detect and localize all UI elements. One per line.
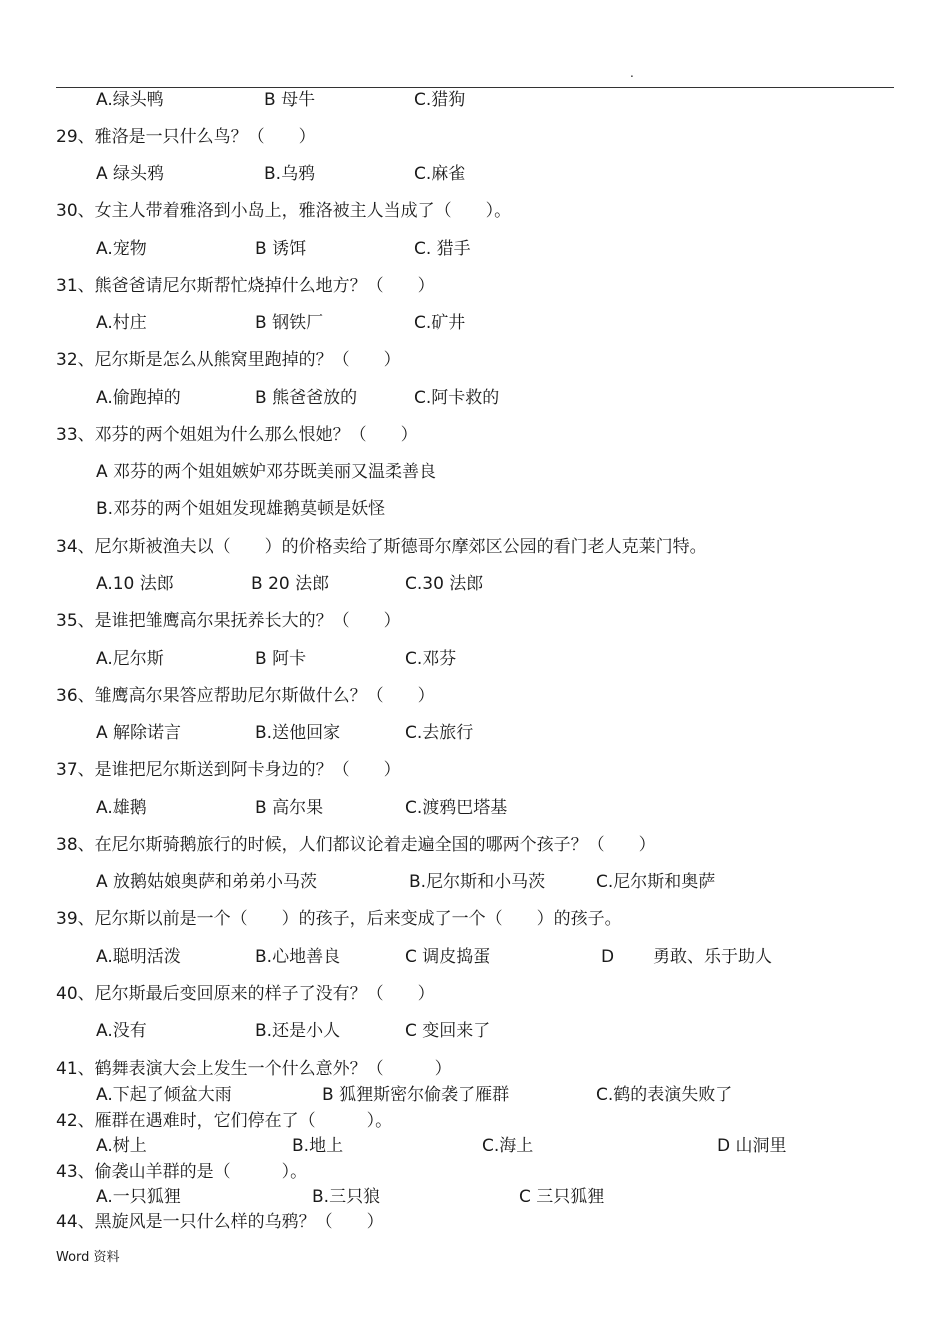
option: B.送他回家 — [255, 723, 341, 743]
option: A.绿头鸭 — [96, 90, 164, 110]
option: A.尼尔斯 — [96, 649, 164, 669]
option: B.尼尔斯和小马茨 — [409, 872, 546, 892]
option: A.雄鹅 — [96, 798, 147, 818]
option: B 熊爸爸放的 — [255, 388, 358, 408]
option: C.邓芬 — [405, 649, 457, 669]
option: 勇敢、乐于助人 — [653, 947, 772, 967]
option: B 诱饵 — [255, 239, 307, 259]
option: C.阿卡救的 — [414, 388, 500, 408]
option: B.地上 — [292, 1136, 344, 1156]
option: A 绿头鸦 — [96, 164, 165, 184]
option: A.10 法郎 — [96, 574, 174, 594]
option: A.没有 — [96, 1021, 147, 1041]
option: C 三只狐狸 — [519, 1187, 605, 1207]
question-33: 33、邓芬的两个姐姐为什么那么恨她？（ ） — [56, 425, 418, 445]
option: B 高尔果 — [255, 798, 324, 818]
question-44: 44、黑旋风是一只什么样的乌鸦？（ ） — [56, 1212, 384, 1232]
option: B.邓芬的两个姐姐发现雄鹅莫顿是妖怪 — [96, 499, 386, 519]
option: C.30 法郎 — [405, 574, 484, 594]
option: C 调皮捣蛋 — [405, 947, 491, 967]
option: C.矿井 — [414, 313, 466, 333]
option: A.村庄 — [96, 313, 147, 333]
question-39: 39、尼尔斯以前是一个（ ）的孩子，后来变成了一个（ ）的孩子。 — [56, 909, 622, 929]
question-32: 32、尼尔斯是怎么从熊窝里跑掉的？（ ） — [56, 350, 401, 370]
option: A.宠物 — [96, 239, 147, 259]
option: B 20 法郎 — [251, 574, 330, 594]
option: C.麻雀 — [414, 164, 466, 184]
option: B 阿卡 — [255, 649, 307, 669]
question-34: 34、尼尔斯被渔夫以（ ）的价格卖给了斯德哥尔摩郊区公园的看门老人克莱门特。 — [56, 537, 707, 557]
header-mark: . — [630, 66, 634, 80]
option: A.下起了倾盆大雨 — [96, 1085, 232, 1105]
option: B 钢铁厂 — [255, 313, 324, 333]
option: C.猎狗 — [414, 90, 466, 110]
question-35: 35、是谁把雏鹰高尔果抚养长大的？（ ） — [56, 611, 401, 631]
option: B.乌鸦 — [264, 164, 316, 184]
option: A.一只狐狸 — [96, 1187, 181, 1207]
header-rule — [56, 87, 894, 88]
option: A.聪明活泼 — [96, 947, 181, 967]
option: A 放鹅姑娘奥萨和弟弟小马茨 — [96, 872, 318, 892]
option: C.海上 — [482, 1136, 534, 1156]
option: B.三只狼 — [312, 1187, 381, 1207]
option: A.树上 — [96, 1136, 147, 1156]
question-36: 36、雏鹰高尔果答应帮助尼尔斯做什么？（ ） — [56, 686, 435, 706]
question-37: 37、是谁把尼尔斯送到阿卡身边的？（ ） — [56, 760, 401, 780]
question-38: 38、在尼尔斯骑鹅旅行的时候，人们都议论着走遍全国的哪两个孩子？（ ） — [56, 835, 656, 855]
option: C.鹤的表演失败了 — [596, 1085, 733, 1105]
option: D — [601, 947, 615, 967]
option: D 山洞里 — [717, 1136, 787, 1156]
question-30: 30、女主人带着雅洛到小岛上，雅洛被主人当成了（ ）。 — [56, 201, 512, 221]
question-42: 42、雁群在遇难时，它们停在了（ ）。 — [56, 1111, 393, 1131]
option: C 变回来了 — [405, 1021, 491, 1041]
option: A 邓芬的两个姐姐嫉妒邓芬既美丽又温柔善良 — [96, 462, 437, 482]
option: B 狐狸斯密尔偷袭了雁群 — [322, 1085, 510, 1105]
question-41: 41、鹤舞表演大会上发生一个什么意外？（ ） — [56, 1059, 452, 1079]
option: C.尼尔斯和奥萨 — [596, 872, 716, 892]
option: B.还是小人 — [255, 1021, 341, 1041]
question-40: 40、尼尔斯最后变回原来的样子了没有？（ ） — [56, 984, 435, 1004]
option: B.心地善良 — [255, 947, 341, 967]
question-43: 43、偷袭山羊群的是（ ）。 — [56, 1162, 308, 1182]
question-31: 31、熊爸爸请尼尔斯帮忙烧掉什么地方？（ ） — [56, 276, 435, 296]
option: A 解除诺言 — [96, 723, 182, 743]
option: B 母牛 — [264, 90, 316, 110]
option: C.去旅行 — [405, 723, 474, 743]
option: A.偷跑掉的 — [96, 388, 181, 408]
option: C. 猎手 — [414, 239, 471, 259]
footer-label: Word 资料 — [56, 1250, 120, 1265]
option: C.渡鸦巴塔基 — [405, 798, 508, 818]
question-29: 29、雅洛是一只什么鸟？（ ） — [56, 127, 316, 147]
